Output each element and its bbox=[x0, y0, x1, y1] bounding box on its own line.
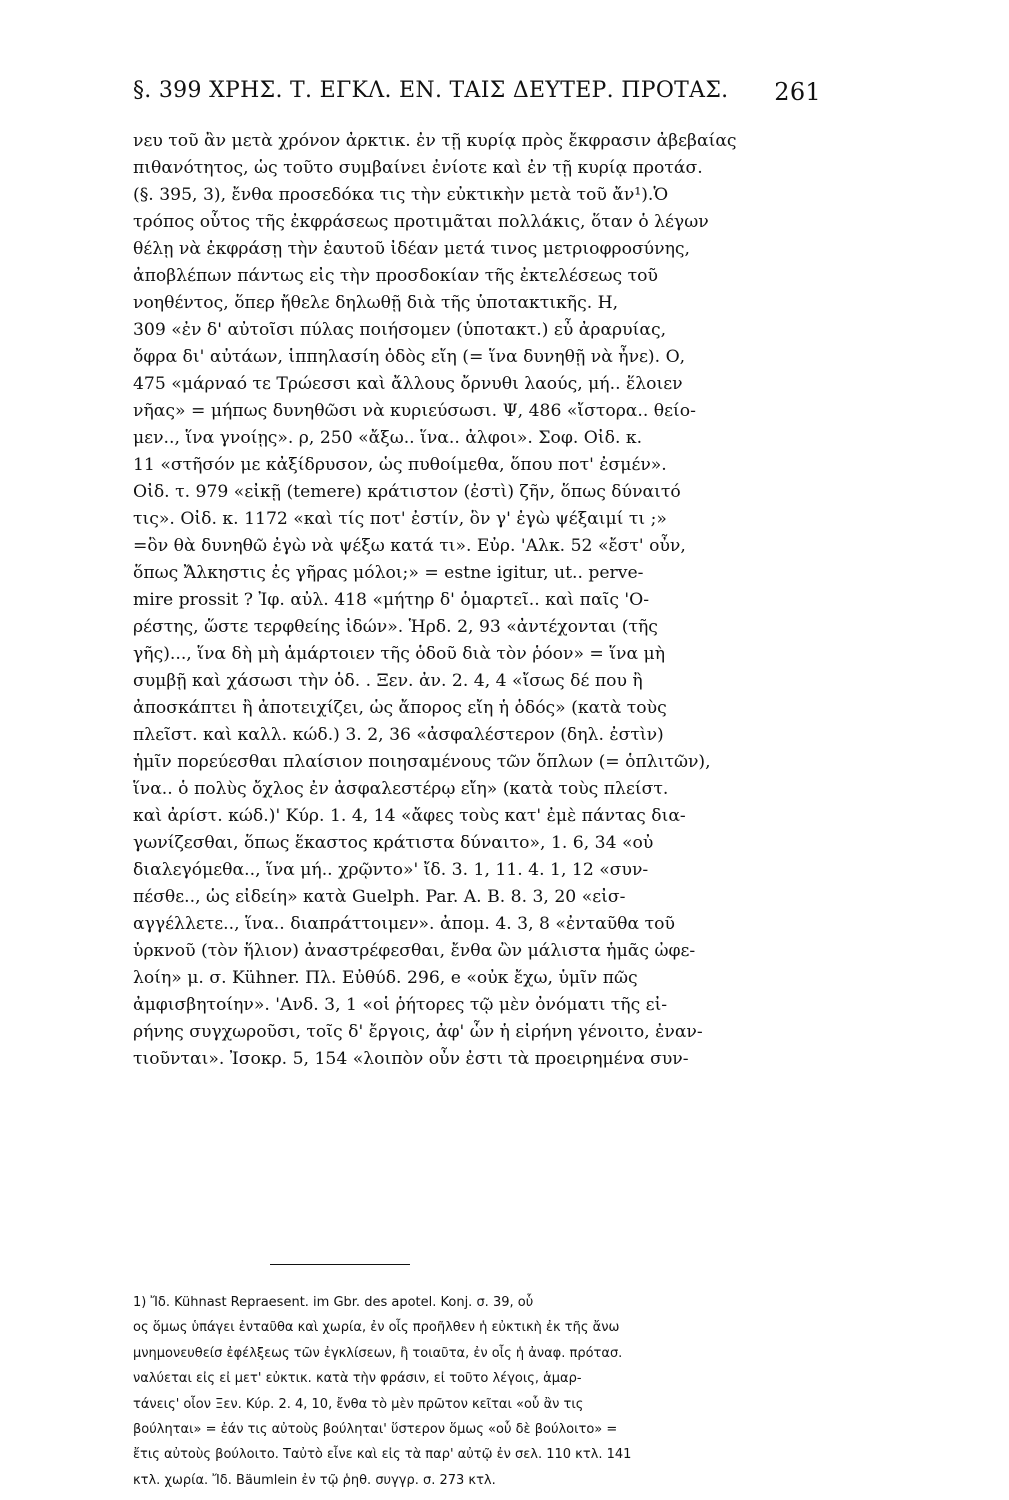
text-line: νοηθέντος, ὅπερ ἤθελε δηλωθῇ διὰ τῆς ὑποτακτικῆς. Η, bbox=[133, 293, 619, 313]
text-line: ἀποσκάπτει ἢ ἀποτειχίζει, ὡς ἄπορος εἴη ἡ ὁδός» (κατὰ τοὺς bbox=[133, 698, 667, 718]
text-line: ρήνης συγχωροῦσι, τοῖς δ' ἔργοις, ἀφ' ὧν ἡ εἰρήνη γένοιτο, ἐναν- bbox=[133, 1022, 703, 1042]
text-line: τρόπος οὗτος τῆς ἐκφράσεως προτιμᾶται πολλάκις, ὅταν ὁ λέγων bbox=[133, 212, 709, 232]
text-line: πιθανότητος, ὡς τοῦτο συμβαίνει ἐνίοτε καὶ ἐν τῇ κυρίᾳ προτάσ. bbox=[133, 158, 703, 178]
text-line: λοίη» μ. σ. Kühner. Πλ. Εὐθύδ. 296, e «οὐκ ἔχω, ὑμῖν πῶς bbox=[133, 968, 638, 988]
text-line: τις». Οἰδ. κ. 1172 «καὶ τίς ποτ' ἐστίν, ὃν γ' ἐγὼ ψέξαιμί τι ;» bbox=[133, 509, 667, 529]
text-line: ρέστης, ὥστε τερφθείης ἰδών». Ἡρδ. 2, 93 «ἀντέχονται (τῆς bbox=[133, 617, 658, 637]
footnote-line: τάνεις' οἷον Ξεν. Κύρ. 2. 4, 10, ἔνθα τὸ μὲν πρῶτον κεῖται «οὗ ἂν τις bbox=[133, 1396, 584, 1412]
text-line: συμβῇ καὶ χάσωσι τὴν ὁδ. . Ξεν. ἀν. 2. 4, 4 «ἴσως δέ που ἢ bbox=[133, 671, 643, 691]
footnote-line: ἔτις αὐτοὺς βούλοιτο. Ταὐτὸ εἶνε καὶ εἰς τὰ παρ' αὐτῷ ἐν σελ. 110 κτλ. 141 bbox=[133, 1447, 632, 1463]
footnote-line: ος ὅμως ὑπάγει ἐνταῦθα καὶ χωρία, ἐν οἷς προῆλθεν ἡ εὐκτικὴ ἐκ τῆς ἄνω bbox=[133, 1320, 620, 1336]
text-line: γωνίζεσθαι, ὅπως ἕκαστος κράτιστα δύναιτο», 1. 6, 34 «οὐ bbox=[133, 833, 654, 853]
page-header-title: §. 399 ΧΡΗΣ. Τ. ΕΓΚΛ. ΕΝ. ΤΑΙΣ ΔΕΥΤΕΡ. ΠΡΟΤΑΣ. bbox=[133, 78, 729, 103]
footnotes-block bbox=[133, 1290, 821, 1493]
main-text-block bbox=[133, 128, 821, 1073]
footnote-line: μνημονευθείσ ἐφέλξεως τῶν ἐγκλίσεων, ἢ τοιαῦτα, ἐν οἷς ἡ ἀναφ. πρότασ. bbox=[133, 1345, 623, 1361]
running-head bbox=[133, 78, 821, 114]
text-line: γῆς)..., ἵνα δὴ μὴ ἁμάρτοιεν τῆς ὁδοῦ διὰ τὸν ῥόον» = ἵνα μὴ bbox=[133, 644, 666, 664]
text-line: πέσθε.., ὡς εἰδείη» κατὰ Guelph. Par. A. B. 8. 3, 20 «εἰσ- bbox=[133, 887, 626, 907]
text-line: μεν.., ἵνα γνοίῃς». ρ, 250 «ἄξω.. ἵνα.. ἀλφοι». Σοφ. Οἰδ. κ. bbox=[133, 428, 643, 448]
text-line: αγγέλλετε.., ἵνα.. διαπράττοιμεν». ἀπομ. 4. 3, 8 «ἐνταῦθα τοῦ bbox=[133, 914, 675, 934]
text-line: θέλῃ νὰ ἐκφράσῃ τὴν ἑαυτοῦ ἰδέαν μετά τινος μετριοφροσύνης, bbox=[133, 239, 690, 259]
text-line: ὑρκνοῦ (τὸν ἥλιον) ἀναστρέφεσθαι, ἔνθα ὢν μάλιστα ἡμᾶς ὠφε- bbox=[133, 941, 696, 961]
text-line: 11 «στῆσόν με κἀξίδρυσον, ὡς πυθοίμεθα, ὅπου ποτ' ἐσμέν». bbox=[133, 455, 667, 475]
text-line: διαλεγόμεθα.., ἵνα μή.. χρῷντο»' ἴδ. 3. 1, 11. 4. 1, 12 «συν- bbox=[133, 860, 649, 880]
text-line: πλεῖστ. καὶ καλλ. κώδ.) 3. 2, 36 «ἀσφαλέστερον (δηλ. ἐστὶν) bbox=[133, 725, 664, 745]
footnote-line: κτλ. χωρία. Ἴδ. Bäumlein ἐν τῷ ῥηθ. συγγρ. σ. 273 κτλ. bbox=[133, 1472, 496, 1488]
text-line: ἡμῖν πορεύεσθαι πλαίσιον ποιησαμένους τῶν ὅπλων (= ὁπλιτῶν), bbox=[133, 752, 711, 772]
text-line: τιοῦνται». Ἰσοκρ. 5, 154 «λοιπὸν οὖν ἐστι τὰ προειρημένα συν- bbox=[133, 1049, 689, 1069]
text-line: ὄφρα δι' αὐτάων, ἱππηλασίη ὁδὸς εἴη (= ἵνα δυνηθῇ νὰ ἦνε). Ο, bbox=[133, 347, 686, 367]
footnote-line: 1) Ἴδ. Kühnast Repraesent. im Gbr. des apotel. Konj. σ. 39, οὗ bbox=[133, 1295, 534, 1310]
page-number: 261 bbox=[774, 78, 821, 106]
footnote-divider bbox=[270, 1264, 410, 1265]
text-line: ἀποβλέπων πάντως εἰς τὴν προσδοκίαν τῆς ἐκτελέσεως τοῦ bbox=[133, 266, 658, 286]
text-line: ἵνα.. ὁ πολὺς ὄχλος ἐν ἀσφαλεστέρῳ εἴη» (κατὰ τοὺς πλείστ. bbox=[133, 779, 669, 799]
text-line: mire prossit ? Ἰφ. αὐλ. 418 «μήτηρ δ' ὁμαρτεῖ.. καὶ παῖς 'Ο- bbox=[133, 590, 650, 610]
text-line: =ὃν θὰ δυνηθῶ ἐγὼ νὰ ψέξω κατά τι». Εὐρ. 'Αλκ. 52 «ἔστ' οὖν, bbox=[133, 536, 686, 556]
text-line: νῆας» = μήπως δυνηθῶσι νὰ κυριεύσωσι. Ψ, 486 «ἴστορα.. θείο- bbox=[133, 401, 696, 421]
text-line: (§. 395, 3), ἔνθα προσεδόκα τις τὴν εὐκτικὴν μετὰ τοῦ ἄν¹).Ὁ bbox=[133, 185, 669, 205]
text-line: καὶ ἀρίστ. κώδ.)' Κύρ. 1. 4, 14 «ἄφες τοὺς κατ' ἐμὲ πάντας δια- bbox=[133, 806, 686, 826]
text-line: 309 «ἐν δ' αὐτοῖσι πύλας ποιήσομεν (ὑποτακτ.) εὖ ἀραρυίας, bbox=[133, 320, 667, 340]
text-line: ἀμφισβητοίην». 'Ανδ. 3, 1 «οἱ ῥήτορες τῷ μὲν ὀνόματι τῆς εἰ- bbox=[133, 995, 668, 1015]
text-line: νευ τοῦ ἂν μετὰ χρόνον ἀρκτικ. ἐν τῇ κυρίᾳ πρὸς ἔκφρασιν ἀβεβαίας bbox=[133, 131, 737, 151]
footnote-line: ναλύεται εἰς εἰ μετ' εὐκτικ. κατὰ τὴν φράσιν, εἰ τοῦτο λέγοις, ἁμαρ- bbox=[133, 1371, 582, 1387]
text-line: Οἰδ. τ. 979 «εἰκῇ (temere) κράτιστον (ἐστὶ) ζῆν, ὅπως δύναιτό bbox=[133, 482, 681, 502]
text-line: ὅπως Ἄλκηστις ἐς γῆρας μόλοι;» = estne igitur, ut.. perve- bbox=[133, 563, 644, 583]
footnote-line: βούληται» = ἐάν τις αὐτοὺς βούληται' ὕστερον ὅμως «οὗ δὲ βούλοιτο» = bbox=[133, 1421, 618, 1437]
text-line: 475 «μάρναό τε Τρώεσσι καὶ ἄλλους ὄρνυθι λαούς, μή.. ἕλοιεν bbox=[133, 374, 683, 394]
